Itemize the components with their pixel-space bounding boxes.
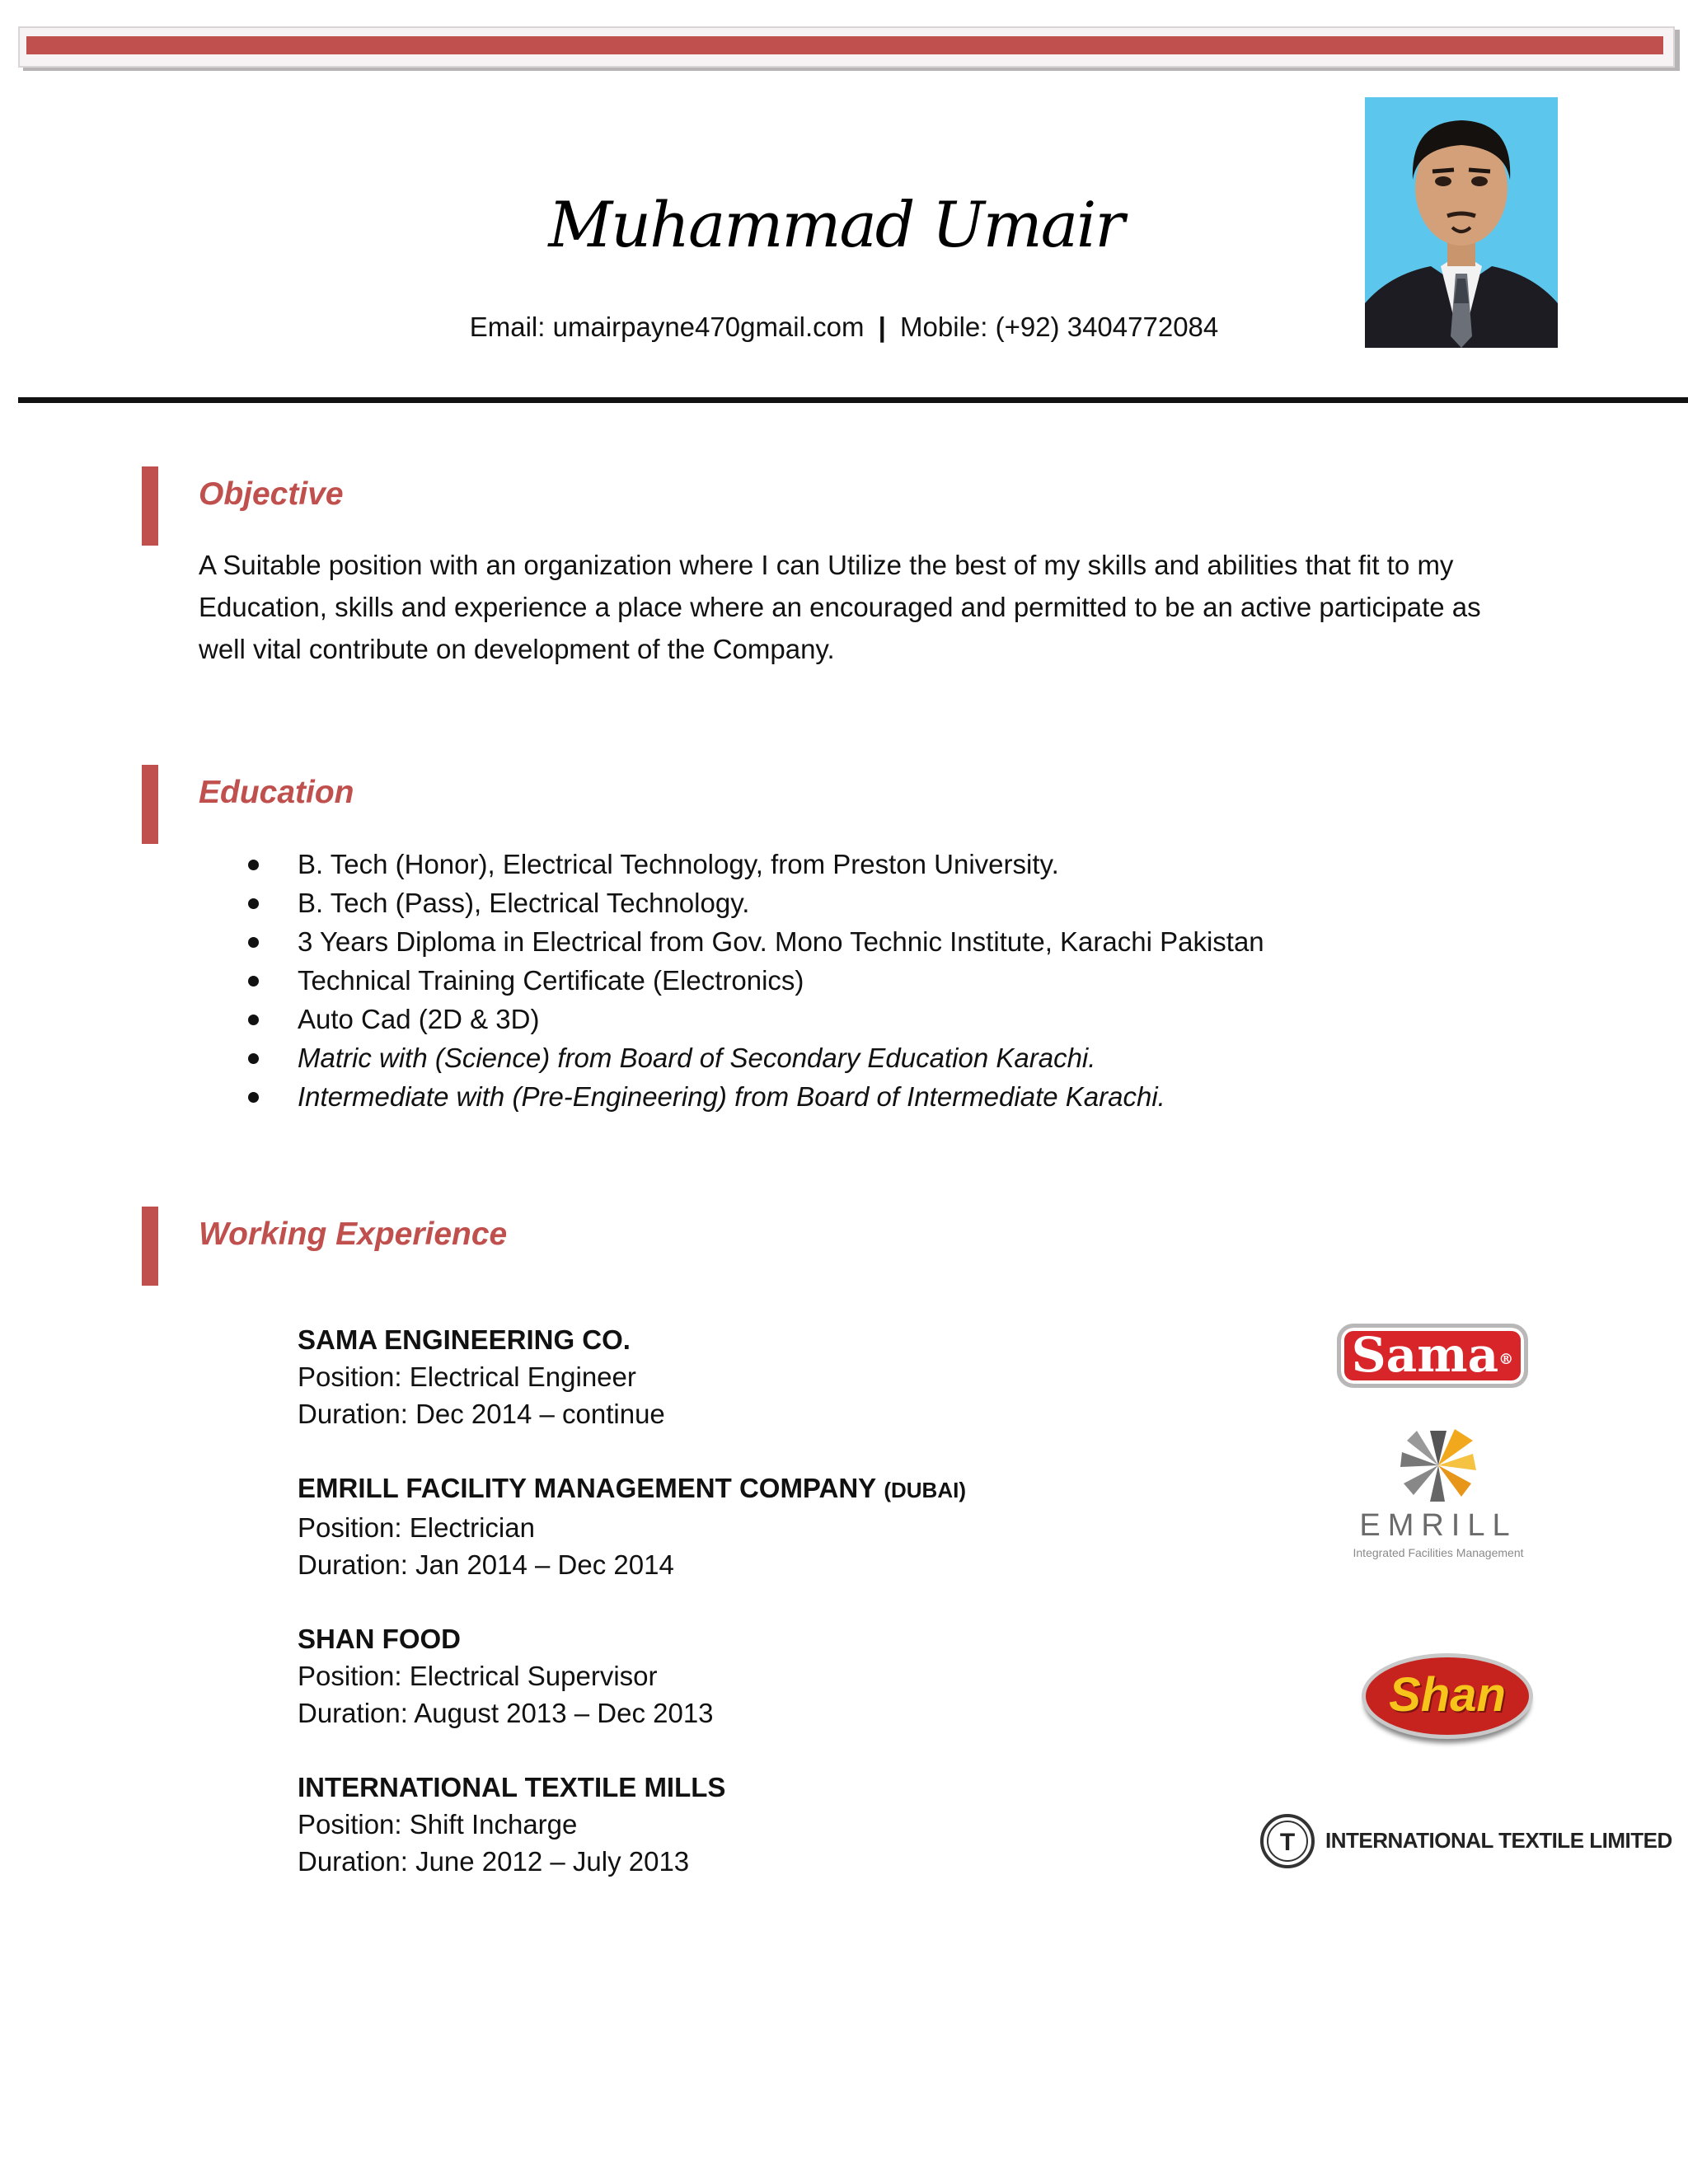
emrill-tagline: Integrated Facilities Management bbox=[1353, 1546, 1524, 1559]
svg-text:T: T bbox=[1279, 1829, 1296, 1856]
emrill-wordmark: EMRILL bbox=[1359, 1508, 1517, 1543]
itl-logo bbox=[1259, 1813, 1672, 1874]
job-entry bbox=[298, 1620, 966, 1732]
bullet-icon bbox=[248, 860, 259, 870]
job-entry bbox=[298, 1469, 966, 1583]
job-company: INTERNATIONAL TEXTILE MILLS bbox=[298, 1772, 726, 1802]
objective-text: A Suitable position with an organization where I can Utilize the best of my skills and abilities that fit to my Education, skills and experience a place where an encouraged and permitted to be an active participate as well vital contribute on development of the Company. bbox=[199, 550, 1481, 664]
itl-mark-icon bbox=[1259, 1813, 1315, 1869]
job-entry bbox=[298, 1769, 966, 1880]
job-position: Position: Electrician bbox=[298, 1512, 535, 1543]
mobile-text: Mobile: (+92) 3404772084 bbox=[900, 312, 1219, 342]
experience-section-bar bbox=[142, 1207, 158, 1286]
experience-heading: Working Experience bbox=[199, 1216, 508, 1252]
bullet-icon bbox=[248, 1053, 259, 1064]
bullet-icon bbox=[248, 937, 259, 948]
job-position: Position: Electrical Supervisor bbox=[298, 1661, 658, 1691]
job-position: Position: Electrical Engineer bbox=[298, 1361, 636, 1392]
job-company: EMRILL FACILITY MANAGEMENT COMPANY bbox=[298, 1473, 877, 1503]
emrill-mark-icon bbox=[1352, 1418, 1525, 1508]
education-item: Matric with (Science) from Board of Secondary Education Karachi. bbox=[0, 1038, 1264, 1077]
bullet-icon bbox=[248, 1015, 259, 1025]
job-location: (DUBAI) bbox=[884, 1478, 966, 1502]
portrait-icon bbox=[1365, 97, 1558, 348]
education-item: Technical Training Certificate (Electronics) bbox=[0, 961, 1264, 1000]
job-position: Position: Shift Incharge bbox=[298, 1809, 578, 1840]
top-red-bar bbox=[26, 36, 1663, 54]
job-duration: Duration: Dec 2014 – continue bbox=[298, 1399, 665, 1429]
education-item: Intermediate with (Pre-Engineering) from Board of Intermediate Karachi. bbox=[0, 1077, 1264, 1116]
profile-photo bbox=[1365, 97, 1558, 348]
email-text: Email: umairpayne470gmail.com bbox=[469, 312, 865, 342]
job-list bbox=[298, 1321, 966, 1917]
emrill-logo bbox=[1352, 1418, 1525, 1558]
objective-heading: Objective bbox=[199, 476, 344, 512]
bullet-icon bbox=[248, 898, 259, 909]
education-item: B. Tech (Pass), Electrical Technology. bbox=[0, 883, 1264, 922]
education-item: B. Tech (Honor), Electrical Technology, from Preston University. bbox=[0, 845, 1264, 883]
job-duration: Duration: August 2013 – Dec 2013 bbox=[298, 1698, 714, 1728]
itl-wordmark: INTERNATIONAL TEXTILE LIMITED bbox=[1325, 1828, 1672, 1853]
contact-separator: | bbox=[878, 312, 886, 342]
bullet-icon bbox=[248, 976, 259, 987]
education-section-bar bbox=[142, 765, 158, 844]
header-divider bbox=[18, 397, 1688, 403]
sama-logo: Sama® bbox=[1337, 1324, 1528, 1388]
bullet-icon bbox=[248, 1092, 259, 1103]
top-decorative-band bbox=[18, 26, 1675, 68]
job-company: SAMA ENGINEERING CO. bbox=[298, 1324, 631, 1355]
job-duration: Duration: Jan 2014 – Dec 2014 bbox=[298, 1549, 674, 1580]
education-list bbox=[0, 845, 1264, 1116]
shan-logo: Shan bbox=[1362, 1653, 1533, 1739]
candidate-name: Muhammad Umair bbox=[548, 188, 1123, 261]
education-item: Auto Cad (2D & 3D) bbox=[0, 1000, 1264, 1038]
job-entry bbox=[298, 1321, 966, 1432]
job-duration: Duration: June 2012 – July 2013 bbox=[298, 1846, 690, 1877]
job-company: SHAN FOOD bbox=[298, 1624, 461, 1654]
education-heading: Education bbox=[199, 775, 354, 810]
education-item: 3 Years Diploma in Electrical from Gov. Mono Technic Institute, Karachi Pakistan bbox=[0, 922, 1264, 961]
objective-section-bar bbox=[142, 466, 158, 546]
